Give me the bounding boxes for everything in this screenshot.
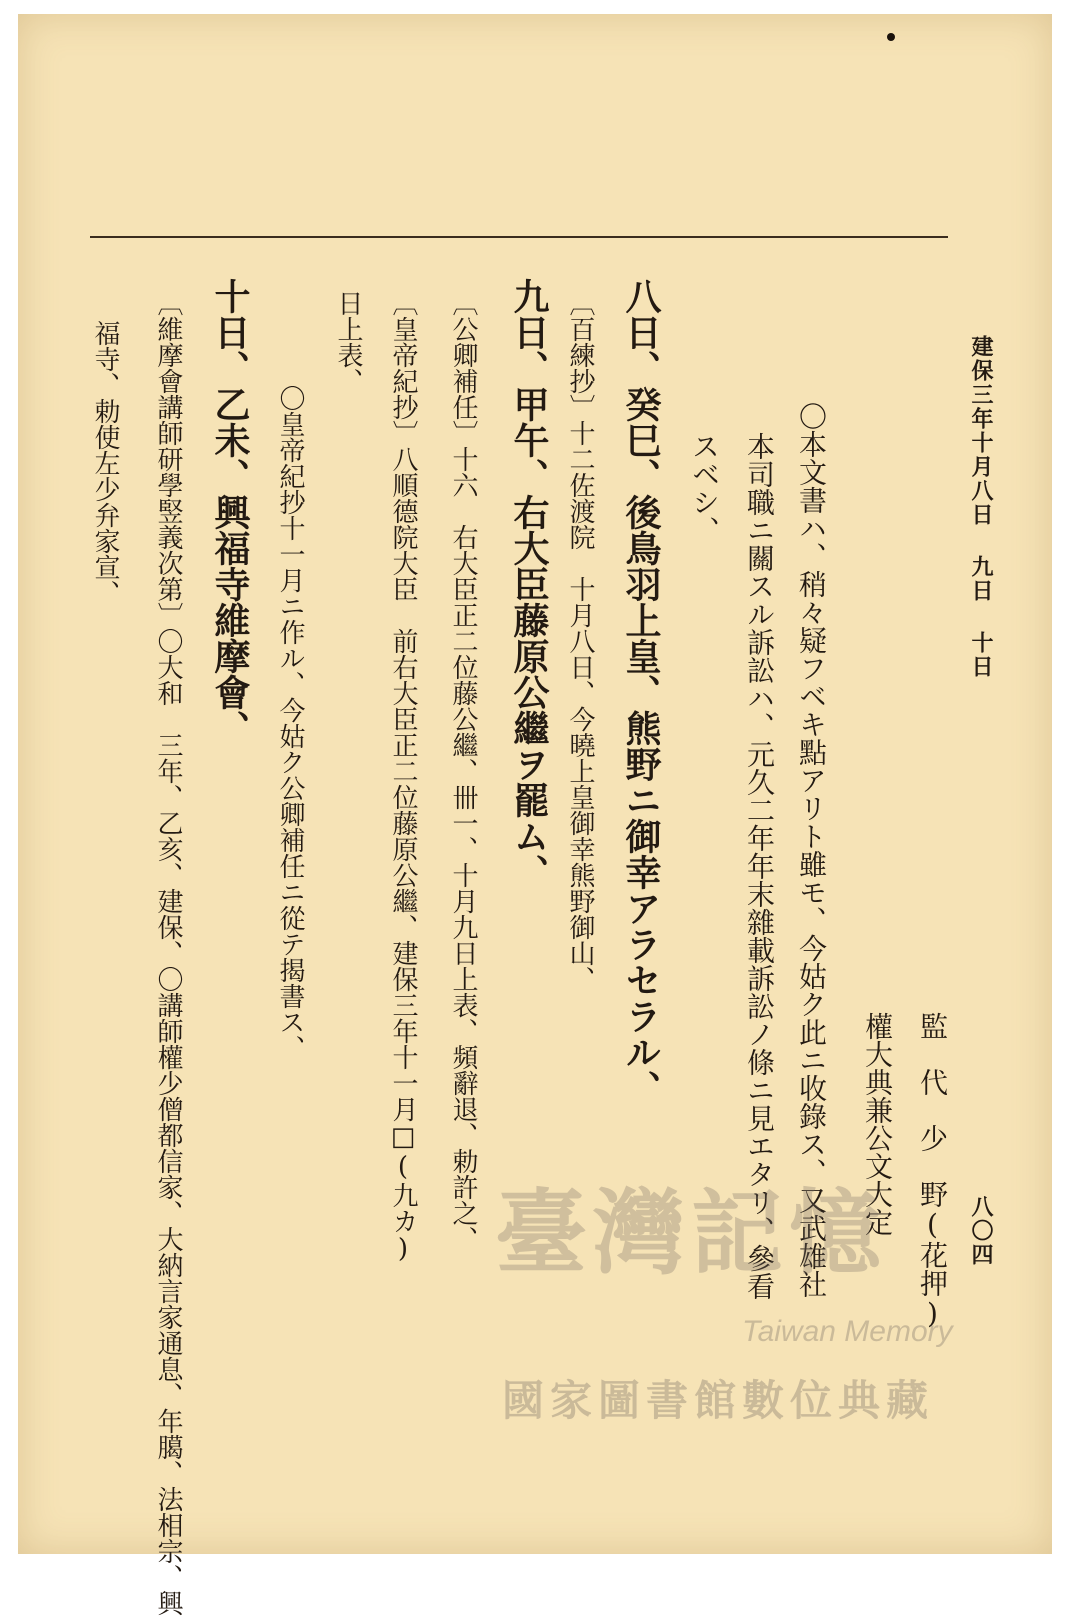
- running-title: 建保三年十月八日 九日 十日: [968, 335, 994, 679]
- entry-day-10-heading: 十日、乙未、興福寺維摩會、: [209, 278, 251, 746]
- signature-line-2: 權大典兼公文大定: [861, 1012, 894, 1236]
- source-hyakurensho: 〔百練抄〕十二佐渡院 十月八日、今曉上皇御幸熊野御山、: [565, 290, 595, 992]
- watermark-english: Taiwan Memory: [742, 1315, 953, 1348]
- source-yuimae-shidai-cont: 福寺、勅使左少弁家宣、: [90, 320, 120, 606]
- watermark-library: 國家圖書館數位典藏: [502, 1376, 935, 1425]
- page-number: 八〇四: [968, 1195, 994, 1267]
- editorial-note-line-2: 本司職ニ關スル訴訟ハ、元久二年年末雜載訴訟ノ條ニ見エタリ、參看: [743, 432, 776, 1300]
- editorial-note-line-3: スベシ、: [688, 432, 721, 544]
- signature-line-1: 監 代 少 野(花押): [916, 1012, 949, 1330]
- source-yuimae-shidai: 〔維摩會講師研學竪義次第〕〇大和 三年、乙亥、建保、〇講師權少僧都信家、大納言家通息、年臈、法相宗、興: [153, 290, 183, 1616]
- horizontal-rule: [90, 236, 948, 238]
- watermark-taiwan-memory: 臺灣記憶: [495, 1179, 888, 1287]
- source-kugyo-bunin: 〔公卿補任〕十六 右大臣正二位藤公繼、卌一、十月九日上表、頻辭退、勅許之、: [448, 290, 478, 1252]
- editorial-note-line-1: 〇本文書ハ、稍々疑フベキ點アリト雖モ、今姑ク此ニ收錄ス、又武雄社: [795, 402, 828, 1298]
- editorial-note-kotei: 〇皇帝紀抄十一月ニ作ル、今姑ク公卿補任ニ從テ揭書ス、: [275, 385, 305, 1061]
- source-kotei-kisho-cont: 日上表、: [333, 290, 363, 394]
- entry-day-9-heading: 九日、甲午、右大臣藤原公繼ヲ罷ム、: [508, 278, 550, 890]
- source-kotei-kisho: 〔皇帝紀抄〕八順德院大臣 前右大臣正二位藤原公繼、建保三年十一月□(九カ): [388, 290, 418, 1264]
- ink-dot: [887, 33, 895, 41]
- entry-day-8-heading: 八日、癸巳、後鳥羽上皇、熊野ニ御幸アラセラル、: [620, 278, 662, 1106]
